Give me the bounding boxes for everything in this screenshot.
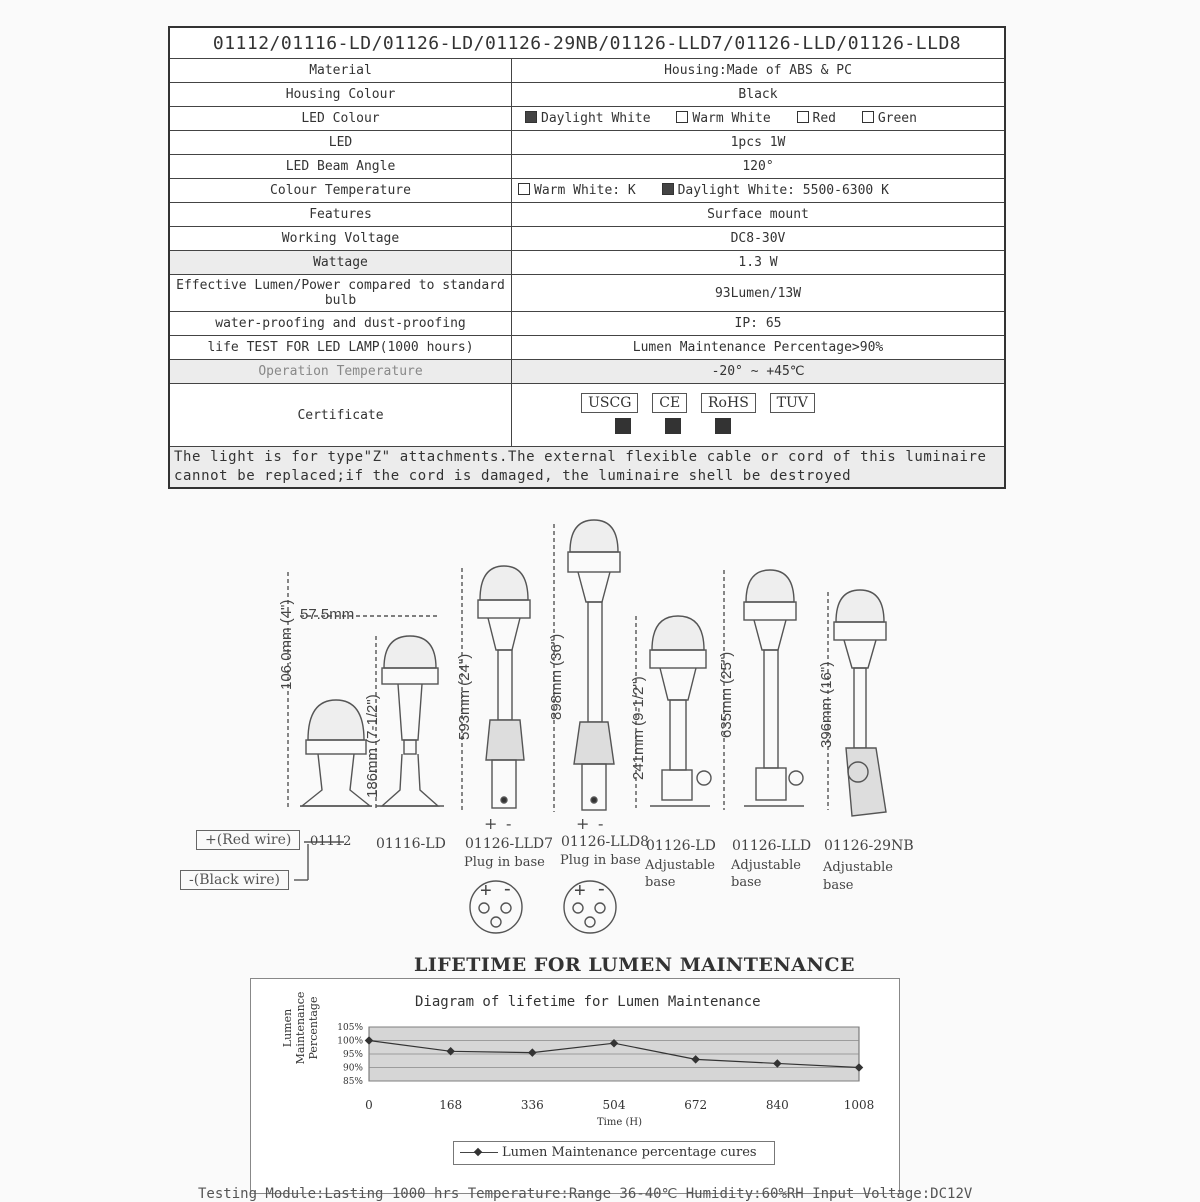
- legend-marker-icon: [474, 1148, 482, 1156]
- spec-table: [168, 26, 1006, 489]
- spec-label: Colour Temperature: [169, 179, 512, 203]
- dim-height-29nb: 396mm (16"): [818, 661, 835, 748]
- spec-value: Housing:Made of ABS & PC: [512, 59, 1006, 83]
- plus-marker: +: [480, 880, 492, 902]
- spec-value: -20° ~ +45℃: [512, 360, 1006, 384]
- spec-value: DC8-30V: [512, 227, 1006, 251]
- spec-label: Working Voltage: [169, 227, 512, 251]
- minus-marker: -: [598, 878, 605, 900]
- checkbox-icon: [676, 111, 688, 123]
- spec-label: Certificate: [169, 384, 512, 447]
- dim-width-01112: 57.5mm: [300, 606, 355, 623]
- model-label-01112: 01112: [310, 834, 352, 849]
- plus-marker: +: [574, 880, 586, 902]
- model-label-01126-lld8: 01126-LLD8: [561, 834, 649, 850]
- y-tick-label: 105%: [337, 1023, 363, 1033]
- spec-label: LED Colour: [169, 107, 512, 131]
- spec-value: 1pcs 1W: [512, 131, 1006, 155]
- dim-height-ld: 241mm (9-1/2"): [630, 676, 647, 780]
- model-sub-01126-lld: Adjustable base: [731, 858, 801, 890]
- y-tick-label: 85%: [342, 1077, 363, 1087]
- spec-value: Black: [512, 83, 1006, 107]
- spec-label: Features: [169, 203, 512, 227]
- cert-badge: USCG: [581, 393, 638, 413]
- spec-header: 01112/01116-LD/01126-LD/01126-29NB/01126-LLD7/01126-LLD/01126-LLD8: [169, 27, 1005, 59]
- y-tick-label: 100%: [337, 1036, 363, 1047]
- spec-label: LED: [169, 131, 512, 155]
- spec-label: Housing Colour: [169, 83, 512, 107]
- spec-label: water-proofing and dust-proofing: [169, 312, 512, 336]
- x-axis-label: Time (H): [597, 1117, 642, 1128]
- checkbox-icon: [862, 111, 874, 123]
- model-sub-01126-ld: Adjustable base: [645, 858, 715, 890]
- led-colour-options: [512, 107, 1006, 131]
- model-label-01126-lld7: 01126-LLD7: [465, 836, 553, 852]
- black-wire-label: -(Black wire): [180, 870, 289, 890]
- legend-label: Lumen Maintenance percentage cures: [502, 1145, 757, 1160]
- model-label-01116-ld: 01116-LD: [376, 836, 446, 852]
- cert-badge: CE: [652, 393, 687, 413]
- x-tick-label: 0: [365, 1098, 373, 1112]
- dim-height-lld7: 593mm (24"): [456, 653, 473, 740]
- spec-label: Effective Lumen/Power compared to standard bulb: [169, 275, 512, 312]
- led-colour-option: Green: [862, 111, 917, 126]
- y-axis-label: Lumen Maintenance Percentage: [281, 991, 320, 1065]
- checkbox-checked-icon: [665, 418, 681, 434]
- test-conditions: Testing Module:Lasting 1000 hrs Temperature:Range 36-40℃ Humidity:60%RH Input Voltage:DC12V: [198, 1186, 973, 1202]
- chart-legend: [453, 1141, 775, 1165]
- model-label-01126-lld: 01126-LLD: [732, 838, 812, 854]
- y-tick-label: 90%: [342, 1063, 363, 1074]
- colour-temperature-options: [512, 179, 1006, 203]
- spec-value: Surface mount: [512, 203, 1006, 227]
- spec-value: 93Lumen/13W: [512, 275, 1006, 312]
- spec-label: Wattage: [169, 251, 512, 275]
- led-colour-option: Red: [797, 111, 836, 126]
- minus-marker: -: [598, 814, 604, 833]
- model-sub-01126-29nb: Adjustable base: [823, 860, 893, 893]
- spec-label: LED Beam Angle: [169, 155, 512, 179]
- chart-frame: [250, 978, 900, 1194]
- y-tick-label: 95%: [342, 1050, 363, 1060]
- dim-height-01116: 186mm (7-1/2"): [364, 694, 381, 798]
- x-tick-label: 504: [602, 1098, 626, 1112]
- checkbox-checked-icon: [615, 418, 631, 434]
- minus-marker: -: [504, 878, 511, 900]
- cert-badge: TUV: [770, 393, 815, 413]
- cert-badge: RoHS: [701, 393, 756, 413]
- model-sub-01126-lld7: Plug in base: [464, 855, 545, 870]
- spec-label: life TEST FOR LED LAMP(1000 hours): [169, 336, 512, 360]
- table-note: The light is for type"Z" attachments.The external flexible cable or cord of this luminaire cannot be replaced;if the cord is damaged, the luminaire shell be destroyed: [169, 447, 1005, 489]
- certificate-marks: [512, 384, 1006, 447]
- x-tick-label: 168: [439, 1098, 463, 1112]
- spec-value: IP: 65: [512, 312, 1006, 336]
- model-label-01126-29nb: 01126-29NB: [824, 838, 914, 854]
- checkbox-icon: [797, 111, 809, 123]
- dim-height-lld: 635mm (25"): [718, 651, 735, 738]
- x-tick-label: 672: [684, 1098, 708, 1112]
- checkbox-checked-icon: [662, 183, 674, 195]
- x-tick-label: 336: [520, 1098, 544, 1112]
- plus-marker: +: [484, 814, 498, 833]
- led-colour-option: Warm White: [676, 111, 770, 126]
- plus-marker: +: [576, 814, 590, 833]
- led-colour-option: Daylight White: [525, 111, 651, 126]
- checkbox-checked-icon: [525, 111, 537, 123]
- spec-value: Lumen Maintenance Percentage>90%: [512, 336, 1006, 360]
- colour-temp-option: Warm White: K: [518, 183, 636, 198]
- spec-value: 120°: [512, 155, 1006, 179]
- model-label-01126-ld: 01126-LD: [646, 838, 716, 854]
- dim-height-01112: 106.0mm (4"): [278, 599, 295, 690]
- spec-value: 1.3 W: [512, 251, 1006, 275]
- x-tick-label: 1008: [843, 1098, 875, 1112]
- model-sub-01126-lld8: Plug in base: [560, 853, 641, 868]
- colour-temp-option: Daylight White: 5500-6300 K: [662, 183, 889, 198]
- checkbox-icon: [518, 183, 530, 195]
- x-tick-label: 840: [765, 1098, 789, 1112]
- lifetime-heading: LIFETIME FOR LUMEN MAINTENANCE: [414, 954, 855, 976]
- red-wire-label: +(Red wire): [196, 830, 300, 850]
- chart-title: Diagram of lifetime for Lumen Maintenance: [415, 994, 761, 1010]
- dim-height-lld8: 898mm (36"): [548, 633, 565, 720]
- spec-label: Material: [169, 59, 512, 83]
- minus-marker: -: [506, 814, 512, 833]
- spec-label: Operation Temperature: [169, 360, 512, 384]
- checkbox-checked-icon: [715, 418, 731, 434]
